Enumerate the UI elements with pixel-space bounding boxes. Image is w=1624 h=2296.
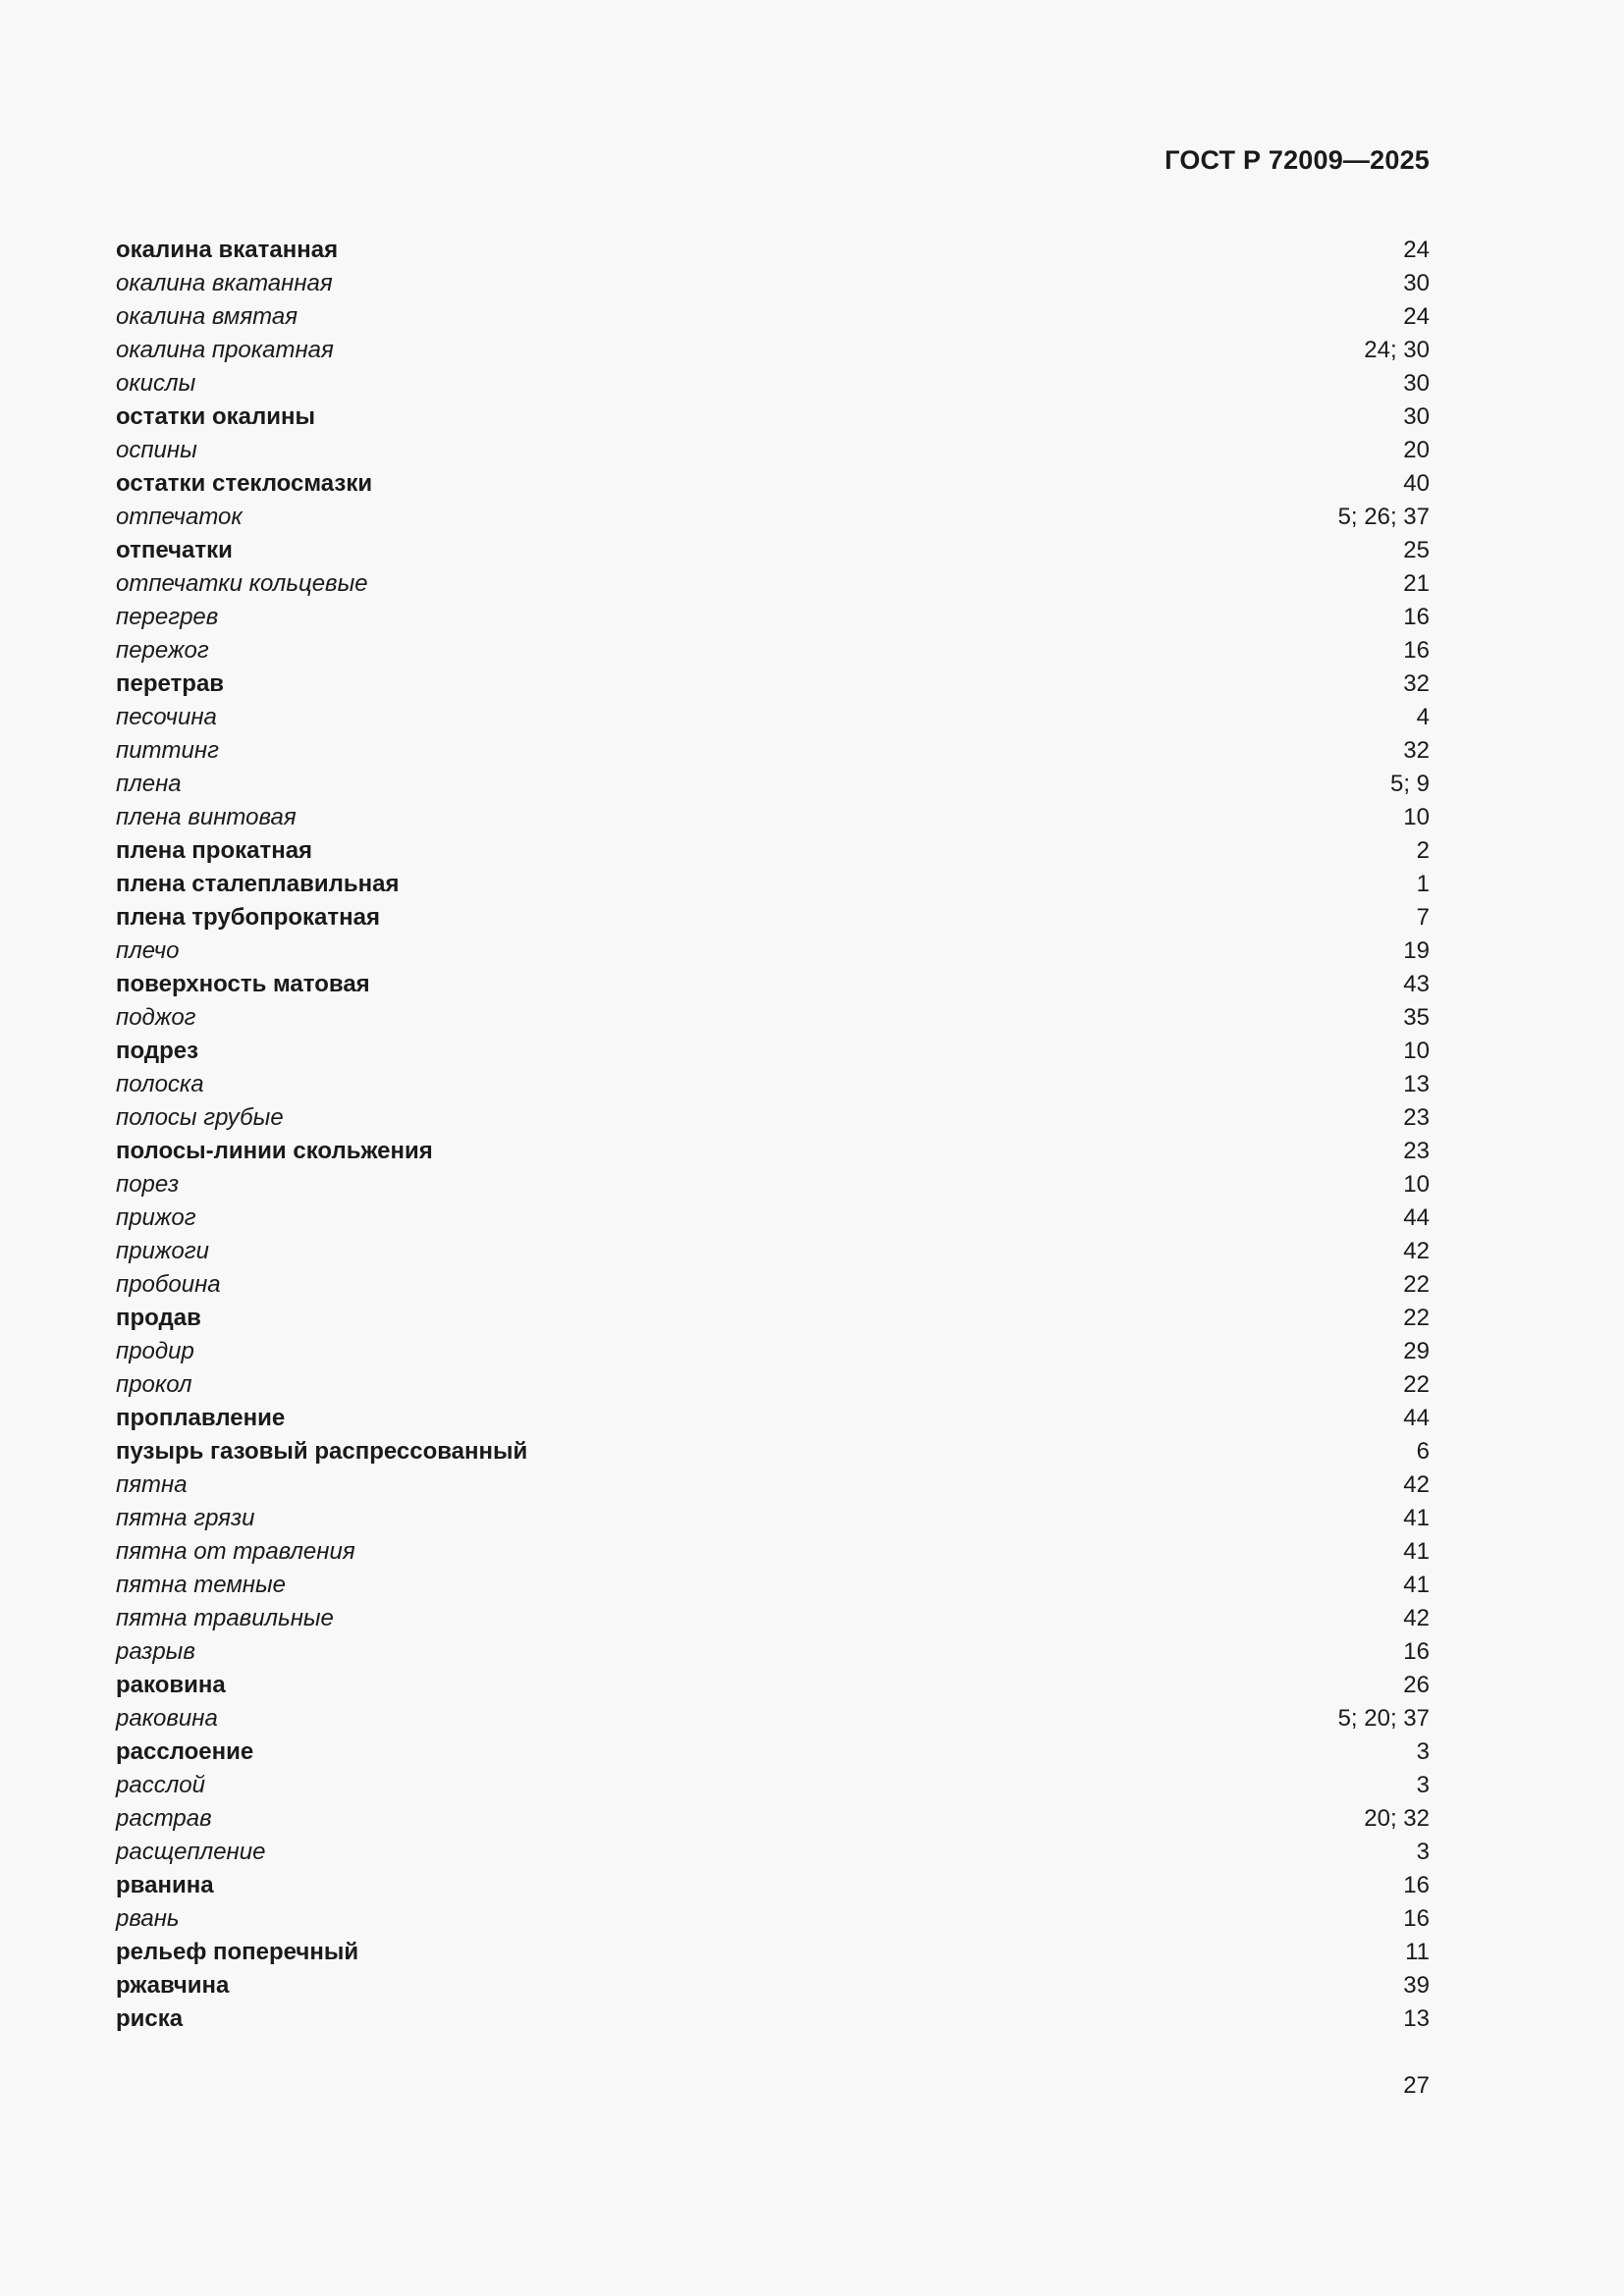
index-term: порез: [116, 1171, 180, 1198]
index-page-refs: 24; 30: [1364, 337, 1430, 363]
index-term: оспины: [116, 437, 197, 463]
index-entry: [116, 434, 1430, 467]
index-entry: [116, 1468, 1430, 1502]
index-term: плена прокатная: [116, 837, 313, 864]
index-page-refs: 19: [1403, 937, 1430, 964]
index-entry: [116, 834, 1430, 868]
index-page-refs: 5; 26; 37: [1337, 504, 1430, 530]
index-entry: [116, 901, 1430, 934]
index-term: рвань: [116, 1905, 180, 1932]
index-term: расслоение: [116, 1738, 254, 1765]
index-term: остатки окалины: [116, 403, 315, 430]
index-term: прокол: [116, 1371, 192, 1398]
index-page-refs: 41: [1403, 1538, 1430, 1565]
index-page-refs: 35: [1403, 1004, 1430, 1031]
index-page-refs: 16: [1403, 604, 1430, 630]
index-entry: [116, 1802, 1430, 1836]
index-term: раковина: [116, 1705, 218, 1732]
index-page-refs: 6: [1416, 1438, 1430, 1465]
index-page-refs: 42: [1403, 1238, 1430, 1264]
index-term: перегрев: [116, 604, 219, 630]
index-page-refs: 10: [1403, 1038, 1430, 1064]
index-term: риска: [116, 2005, 184, 2032]
document-header: ГОСТ Р 72009—2025: [1164, 145, 1430, 175]
index-page-refs: 26: [1403, 1672, 1430, 1698]
index-term: остатки стеклосмазки: [116, 470, 373, 497]
index-term: полосы-линии скольжения: [116, 1138, 433, 1164]
index-page-refs: 11: [1405, 1939, 1430, 1965]
index-entry: [116, 634, 1430, 667]
index-term: перетрав: [116, 670, 225, 697]
index-entry: [116, 1635, 1430, 1669]
index-term: пятна травильные: [116, 1605, 334, 1631]
index-term: разрыв: [116, 1638, 195, 1665]
index-entry: [116, 1402, 1430, 1435]
index-entry: [116, 801, 1430, 834]
index-term: растрав: [116, 1805, 212, 1832]
index-term: плена сталеплавильная: [116, 871, 400, 897]
index-term: песочина: [116, 704, 217, 730]
index-page-refs: 32: [1403, 737, 1430, 764]
index-entry: [116, 300, 1430, 334]
page-number: 27: [1403, 2072, 1430, 2099]
index-page-refs: 20; 32: [1364, 1805, 1430, 1832]
index-entry: [116, 267, 1430, 300]
index-entry: [116, 1201, 1430, 1235]
index-term: пузырь газовый распрессованный: [116, 1438, 528, 1465]
index-page-refs: 43: [1403, 971, 1430, 997]
index-entry: [116, 934, 1430, 968]
index-term: рванина: [116, 1872, 214, 1898]
index-entry: [116, 1368, 1430, 1402]
index-term: плена: [116, 771, 182, 797]
index-page-refs: 5; 9: [1389, 771, 1430, 797]
index-entry: [116, 1502, 1430, 1535]
index-entry: [116, 1302, 1430, 1335]
index-term: ржавчина: [116, 1972, 230, 1999]
index-page-refs: 30: [1403, 370, 1430, 397]
index-entry: [116, 1569, 1430, 1602]
index-term: пережог: [116, 637, 209, 664]
index-term: плечо: [116, 937, 180, 964]
index-entry: [116, 768, 1430, 801]
index-entry: [116, 1869, 1430, 1902]
index-page-refs: 2: [1416, 837, 1430, 864]
index-entry: [116, 1602, 1430, 1635]
index-term: питтинг: [116, 737, 219, 764]
index-term: прижог: [116, 1204, 196, 1231]
index-entry: [116, 2002, 1430, 2036]
index-entry: [116, 234, 1430, 267]
index-page-refs: 25: [1403, 537, 1430, 563]
index-page-refs: 40: [1403, 470, 1430, 497]
index-term: подрез: [116, 1038, 199, 1064]
index-page-refs: 16: [1403, 1872, 1430, 1898]
index-term: окалина вкатанная: [116, 270, 333, 296]
index-term: раковина: [116, 1672, 226, 1698]
index-entry: [116, 1836, 1430, 1869]
index-term: расслой: [116, 1772, 205, 1798]
index-page-refs: 41: [1403, 1572, 1430, 1598]
index-entry: [116, 1769, 1430, 1802]
index-entry: [116, 1902, 1430, 1936]
index-entry: [116, 1435, 1430, 1468]
index-term: пятна темные: [116, 1572, 286, 1598]
index-page-refs: 4: [1416, 704, 1430, 730]
index-entry: [116, 1669, 1430, 1702]
index-entry: [116, 400, 1430, 434]
index-term: пятна от травления: [116, 1538, 355, 1565]
index-term: пятна: [116, 1471, 188, 1498]
index-term: полоска: [116, 1071, 204, 1097]
index-term: проплавление: [116, 1405, 286, 1431]
index-entry: [116, 1035, 1430, 1068]
index-term: отпечатки: [116, 537, 233, 563]
index-page-refs: 16: [1403, 637, 1430, 664]
index-entry: [116, 1702, 1430, 1735]
index-page-refs: 24: [1403, 303, 1430, 330]
index-page-refs: 42: [1403, 1471, 1430, 1498]
index-entry: [116, 1268, 1430, 1302]
index-entry: [116, 601, 1430, 634]
index-page-refs: 3: [1416, 1839, 1430, 1865]
index-entry: [116, 367, 1430, 400]
index-entry: [116, 734, 1430, 768]
index-term: пробоина: [116, 1271, 221, 1298]
index-entry: [116, 1068, 1430, 1101]
index-term: отпечаток: [116, 504, 243, 530]
index-page-refs: 29: [1403, 1338, 1430, 1364]
index-entry: [116, 1101, 1430, 1135]
index-entry: [116, 1969, 1430, 2002]
index-page-refs: 3: [1416, 1772, 1430, 1798]
index-page-refs: 24: [1403, 237, 1430, 263]
index-entry: [116, 701, 1430, 734]
index-entry: [116, 501, 1430, 534]
index-page-refs: 7: [1416, 904, 1430, 931]
index-entry: [116, 1936, 1430, 1969]
index-entry: [116, 567, 1430, 601]
index-page-refs: 44: [1403, 1204, 1430, 1231]
index-page-refs: 44: [1403, 1405, 1430, 1431]
index-entry: [116, 334, 1430, 367]
index-term: поджог: [116, 1004, 196, 1031]
index-page-refs: 3: [1416, 1738, 1430, 1765]
index-page-refs: 22: [1403, 1371, 1430, 1398]
index-entry: [116, 667, 1430, 701]
index-page-refs: 32: [1403, 670, 1430, 697]
index-term: окалина вмятая: [116, 303, 298, 330]
index-term: полосы грубые: [116, 1104, 284, 1131]
index-term: отпечатки кольцевые: [116, 570, 368, 597]
index-term: пятна грязи: [116, 1505, 255, 1531]
index-term: плена трубопрокатная: [116, 904, 380, 931]
index-page-refs: 39: [1403, 1972, 1430, 1999]
index-page-refs: 30: [1403, 403, 1430, 430]
index-term: продир: [116, 1338, 194, 1364]
index-page-refs: 5; 20; 37: [1337, 1705, 1430, 1732]
index-page-refs: 16: [1403, 1638, 1430, 1665]
index-term: продав: [116, 1305, 201, 1331]
index-term: окалина прокатная: [116, 337, 334, 363]
index-term: рельеф поперечный: [116, 1939, 359, 1965]
index-page-refs: 1: [1416, 871, 1430, 897]
index-entry: [116, 467, 1430, 501]
index-page-refs: 23: [1403, 1138, 1430, 1164]
index-page-refs: 13: [1403, 1071, 1430, 1097]
index-term: поверхность матовая: [116, 971, 370, 997]
index-page-refs: 23: [1403, 1104, 1430, 1131]
index-entry: [116, 1735, 1430, 1769]
index-page-refs: 16: [1403, 1905, 1430, 1932]
index-term: прижоги: [116, 1238, 209, 1264]
index-term: плена винтовая: [116, 804, 297, 830]
index-page-refs: 30: [1403, 270, 1430, 296]
index-entry: [116, 534, 1430, 567]
index-page-refs: 10: [1403, 804, 1430, 830]
index-page-refs: 10: [1403, 1171, 1430, 1198]
index-page-refs: 13: [1403, 2005, 1430, 2032]
index-entry: [116, 1335, 1430, 1368]
index-page-refs: 20: [1403, 437, 1430, 463]
index-term: окислы: [116, 370, 196, 397]
index-page-refs: 21: [1403, 570, 1430, 597]
index-page-refs: 41: [1403, 1505, 1430, 1531]
index-entry: [116, 1135, 1430, 1168]
index-page-refs: 22: [1403, 1271, 1430, 1298]
index-entry: [116, 1001, 1430, 1035]
term-index-list: [116, 234, 1430, 2036]
index-page-refs: 22: [1403, 1305, 1430, 1331]
index-term: расщепление: [116, 1839, 266, 1865]
index-entry: [116, 1535, 1430, 1569]
index-entry: [116, 1235, 1430, 1268]
index-entry: [116, 868, 1430, 901]
index-page-refs: 42: [1403, 1605, 1430, 1631]
index-term: окалина вкатанная: [116, 237, 339, 263]
index-entry: [116, 1168, 1430, 1201]
index-entry: [116, 968, 1430, 1001]
